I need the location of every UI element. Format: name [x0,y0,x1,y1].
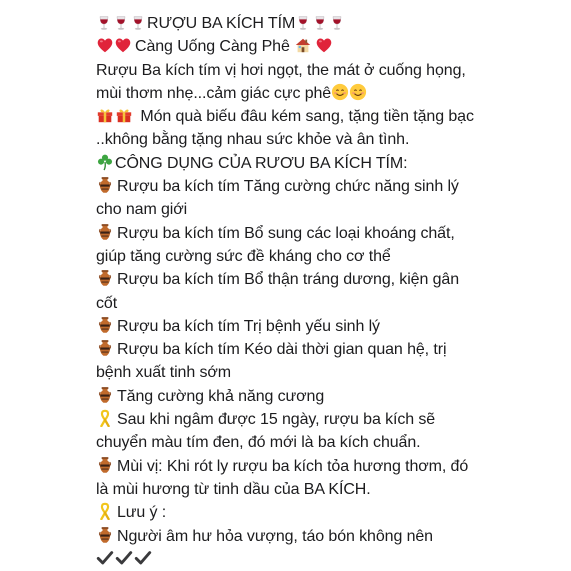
house-icon [294,36,312,54]
smell-line-1 [96,455,571,478]
benefit-1 [96,175,571,198]
wine-glass-icon [96,15,112,31]
benefit-3 [96,268,571,291]
amphora-icon [96,339,114,357]
tagline-line [96,35,571,58]
check-mark-icon [96,549,114,567]
note-heading: Lưu ý : [117,504,167,522]
benefit-5-text: Rượu ba kích tím Kéo dài thời gian quan hệ, trị [117,341,447,359]
gift-line-2: ..không bằng tặng nhau sức khỏe và ân tình. [96,131,410,149]
note-1 [96,525,571,548]
amphora-icon [96,223,114,241]
tagline: Càng Uống Càng Phê [135,38,290,56]
amphora-icon [96,456,114,474]
red-heart-icon [96,36,114,54]
soak-text: Sau khi ngâm được 15 ngày, rượu ba kích sẽ [117,411,436,429]
intro-text: mùi thơm nhẹ...cảm giác cực phê [96,84,332,102]
wine-glass-icon [312,15,328,31]
check-mark-icon [115,549,133,567]
red-heart-icon [315,36,333,54]
amphora-icon [96,176,114,194]
uses-heading-line [96,152,571,175]
benefit-4-text: Rượu ba kích tím Trị bệnh yếu sinh lý [117,317,380,335]
check-marks [96,548,571,571]
benefit-2 [96,222,571,245]
benefit-5 [96,338,571,361]
gift-text: Món quà biếu đâu kém sang, tặng tiền tặng bạc [140,108,474,126]
benefit-5-cont: bệnh xuất tinh sớm [96,364,231,382]
benefit-6 [96,385,571,408]
gift-icon [96,106,114,124]
soak-line-2: chuyển màu tím đen, đó mới là ba kích chuẩn. [96,434,421,452]
gift-icon [115,106,133,124]
amphora-icon [96,386,114,404]
shamrock-icon [96,153,114,171]
wine-glass-icon [329,15,345,31]
benefit-1-text: Rượu ba kích tím Tăng cường chức năng sinh lý [117,178,459,196]
benefit-2-text: Rượu ba kích tím Bổ sung các loại khoáng chất, [117,224,455,242]
benefit-4 [96,315,571,338]
wine-glass-icon [130,15,146,31]
amphora-icon [96,269,114,287]
benefit-2-cont: giúp tăng cường sức đề kháng cho cơ thể [96,247,391,265]
wine-glass-icon [113,15,129,31]
amphora-icon [96,526,114,544]
check-mark-icon [134,549,152,567]
smell-line-2: là mùi hương từ tinh dầu của BA KÍCH. [96,480,371,498]
note-1-text: Người âm hư hỏa vượng, táo bón không nên [117,527,433,545]
soak-line-1 [96,408,571,431]
benefit-1-cont: cho nam giới [96,201,188,219]
uses-heading: CÔNG DỤNG CỦA RƯƠU BA KÍCH TÍM: [115,154,408,172]
wine-glass-icon [295,15,311,31]
post-title-line [96,12,571,35]
benefit-6-text: Tăng cường khả năng cương [117,387,325,405]
benefit-3-cont: cốt [96,294,118,312]
note-heading-line [96,501,571,524]
amphora-icon [96,316,114,334]
yellow-ribbon-icon [96,409,114,427]
yellow-ribbon-icon [96,502,114,520]
red-heart-icon [114,36,132,54]
smell-text: Mùi vị: Khi rót ly rượu ba kích tỏa hương thơm, đó [117,457,469,475]
smiling-face-icon [349,83,367,101]
intro-line-2 [96,82,571,105]
post-title: RƯỢU BA KÍCH TÍM [147,15,296,32]
gift-line-1 [96,105,571,128]
benefit-3-text: Rượu ba kích tím Bổ thận tráng dương, kiện gân [117,271,459,289]
smiling-face-icon [331,83,349,101]
intro-line-1: Rượu Ba kích tím vị hơi ngọt, the mát ở cuống họng, [96,61,466,79]
